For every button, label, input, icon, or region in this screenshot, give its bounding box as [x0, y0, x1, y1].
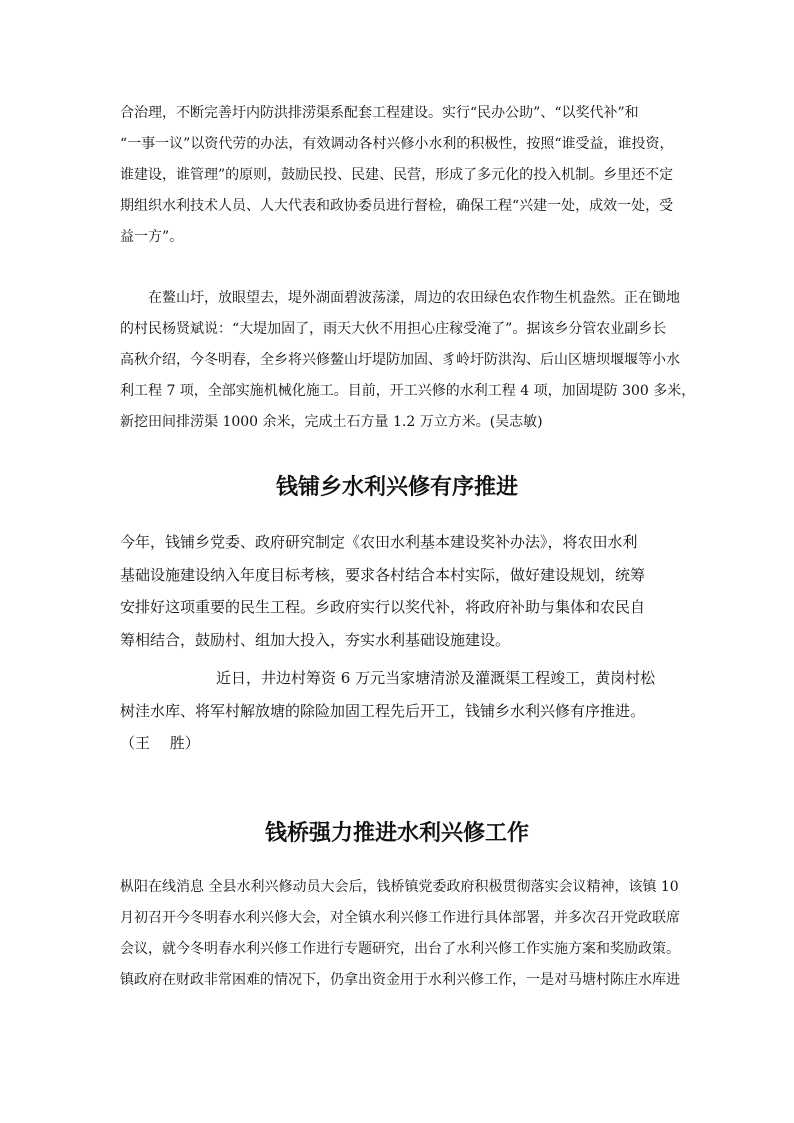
paragraph-line: 的村民杨贤斌说：“大堤加固了，雨天大伙不用担心庄稼受淹了”。据该乡分管农业副乡长: [120, 321, 667, 337]
article1-paragraph2: [120, 283, 696, 438]
article2-paragraph2: [120, 662, 680, 760]
paragraph-line: 益一方”。: [120, 229, 184, 245]
paragraph-line: 树洼水库、将军村解放塘的除险加固工程先后开工，钱铺乡水利兴修有序推进。: [120, 701, 646, 720]
article3-title: 钱桥强力推进水利兴修工作: [264, 820, 529, 846]
article1-paragraph1: [120, 98, 680, 253]
paragraph-line: （王 胜）: [120, 734, 200, 752]
paragraph-line: 在鳌山圩，放眼望去，堤外湖面碧波荡漾，周边的农田绿色农作物生机盎然。正在锄地: [148, 290, 680, 306]
paragraph-line: 高秋介绍，今冬明春，全乡将兴修鳌山圩堤防加固、豸岭圩防洪沟、后山区塘坝堰堰等小水: [120, 352, 680, 368]
paragraph-line: 枞阳在线消息 全县水利兴修动员大会后，钱桥镇党委政府积极贯彻落实会议精神，该镇 10: [120, 879, 679, 895]
paragraph-line: 期组织水利技术人员、人大代表和政协委员进行督检，确保工程“兴建一处，成效一处，受: [120, 198, 674, 214]
paragraph-line: 谁建设，谁管理”的原则，鼓励民投、民建、民营，形成了多元化的投入机制。乡里还不定: [120, 167, 674, 183]
paragraph-line: 新挖田间排涝渠 1000 余米，完成土石方量 1.2 万立方米。(吴志敏): [120, 414, 543, 430]
article2-paragraph1: [120, 526, 680, 656]
paragraph-line: 近日，井边村筹资 6 万元当家塘清淤及灌溉渠工程竣工，黄岗村松: [216, 669, 656, 687]
article2-title: 钱铺乡水利兴修有序推进: [275, 474, 518, 500]
paragraph-line: 会议，就今冬明春水利兴修工作进行专题研究，出台了水利兴修工作实施方案和奖励政策。: [120, 941, 680, 957]
paragraph-line: “一事一议”以资代劳的办法，有效调动各村兴修小水利的积极性，按照“谁受益，谁投资，: [120, 136, 674, 152]
paragraph-line: 镇政府在财政非常困难的情况下，仍拿出资金用于水利兴修工作，一是对马塘村陈庄水库进: [120, 972, 680, 988]
paragraph-line: 筹相结合，鼓励村、组加大投入，夯实水利基础设施建设。: [120, 630, 511, 649]
article3-paragraph1: [120, 872, 680, 996]
paragraph-line: 利工程 7 项，全部实施机械化施工。目前，开工兴修的水利工程 4 项，加固堤防 300 多米，: [120, 383, 696, 399]
paragraph-line: 基础设施建设纳入年度目标考核，要求各村结合本村实际，做好建设规划，统筹: [120, 565, 646, 584]
paragraph-line: 月初召开今冬明春水利兴修大会，对全镇水利兴修工作进行具体部署，并多次召开党政联席: [120, 910, 680, 926]
paragraph-line: 合治理，不断完善圩内防洪排涝渠系配套工程建设。实行“民办公助”、“以奖代补”和: [120, 105, 639, 121]
paragraph-line: 今年，钱铺乡党委、政府研究制定《农田水利基本建设奖补办法》，将农田水利: [120, 533, 638, 551]
paragraph-line: 安排好这项重要的民生工程。乡政府实行以奖代补，将政府补助与集体和农民自: [120, 598, 646, 616]
